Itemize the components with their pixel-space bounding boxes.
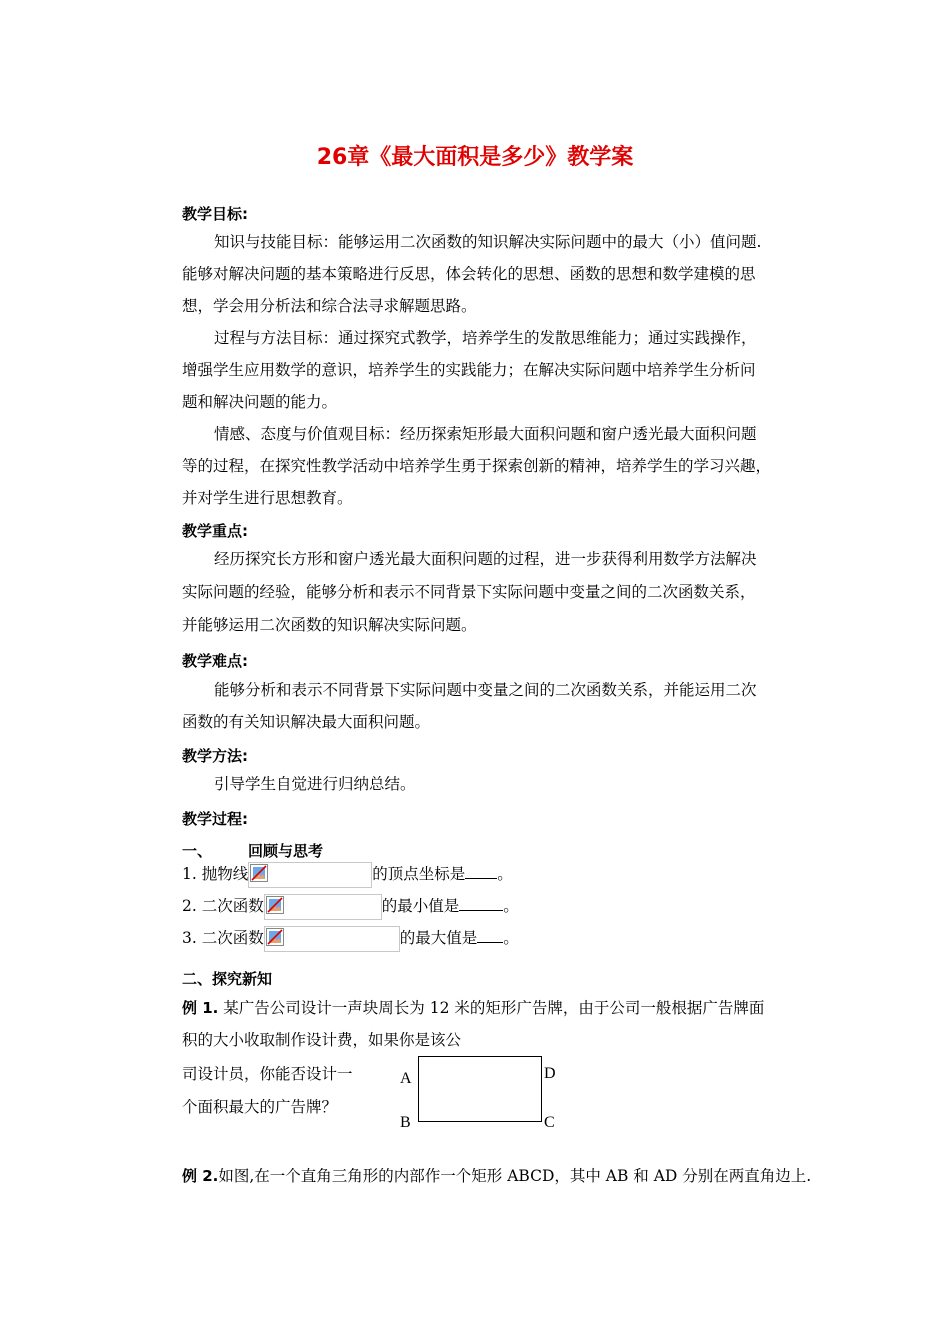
question-1-end: 。 xyxy=(497,865,513,883)
difficulties-line-2: 函数的有关知识解决最大面积问题。 xyxy=(182,713,431,731)
difficulties-heading: 教学难点: xyxy=(182,652,248,670)
question-3-prefix: 二次函数 xyxy=(201,929,264,947)
example-2 xyxy=(182,1160,811,1192)
difficulties-line-1: 能够分析和表示不同背景下实际问题中变量之间的二次函数关系，并能运用二次 xyxy=(214,681,757,699)
formula-image-placeholder xyxy=(264,926,400,952)
example-2-text: 如图,在一个直角三角形的内部作一个矩形 ABCD，其中 AB 和 AD 分别在两直角边上. xyxy=(218,1167,812,1185)
example-2-label: 例 2. xyxy=(182,1167,219,1185)
answer-blank xyxy=(465,864,497,879)
objectives-knowledge-line-2: 能够对解决问题的基本策略进行反思，体会转化的思想、函数的思想和数学建模的思 xyxy=(182,265,756,283)
example-1-text-1: 某广告公司设计一声块周长为 12 米的矩形广告牌，由于公司一般根据广告牌面 xyxy=(223,999,765,1017)
objectives-knowledge-line-1: 知识与技能目标：能够运用二次函数的知识解决实际问题中的最大（小）值问题. xyxy=(214,233,762,251)
process-heading: 教学过程: xyxy=(182,810,248,828)
example-1-line-2: 积的大小收取制作设计费，如果你是该公 xyxy=(182,1031,462,1049)
question-2-number: 2. xyxy=(182,897,197,915)
question-3 xyxy=(182,922,519,954)
question-1 xyxy=(182,858,513,890)
vertex-label-a: A xyxy=(400,1070,412,1087)
vertex-label-d: D xyxy=(544,1065,556,1082)
question-3-suffix: 的最大值是 xyxy=(399,929,478,947)
objectives-emotion-line-2: 等的过程，在探究性教学活动中培养学生勇于探索创新的精神，培养学生的学习兴趣， xyxy=(182,457,772,475)
broken-image-icon xyxy=(250,864,268,882)
question-1-suffix: 的顶点坐标是 xyxy=(372,865,466,883)
methods-line-1: 引导学生自觉进行归纳总结。 xyxy=(214,775,416,793)
question-2 xyxy=(182,890,519,922)
part1-number: 一、 xyxy=(182,842,213,860)
question-3-number: 3. xyxy=(182,929,197,947)
page-title: 26章《最大面积是多少》教学案 xyxy=(316,145,634,170)
objectives-knowledge-line-3: 想，学会用分析法和综合法寻求解题思路。 xyxy=(182,297,477,315)
methods-heading: 教学方法: xyxy=(182,747,248,765)
part1-label: 回顾与思考 xyxy=(248,842,324,860)
example-1-line-3: 司设计员，你能否设计一 xyxy=(182,1065,353,1083)
example-1-line-4: 个面积最大的广告牌？ xyxy=(182,1098,338,1116)
objectives-emotion-line-1: 情感、态度与价值观目标：经历探索矩形最大面积问题和窗户透光最大面积问题 xyxy=(214,425,757,443)
vertex-label-c: C xyxy=(544,1114,555,1131)
answer-blank xyxy=(477,928,503,943)
question-3-end: 。 xyxy=(503,929,519,947)
formula-image-placeholder xyxy=(248,862,372,888)
objectives-heading: 教学目标: xyxy=(182,205,248,223)
objectives-process-line-3: 题和解决问题的能力。 xyxy=(182,393,338,411)
broken-image-icon xyxy=(266,896,284,914)
key-points-heading: 教学重点: xyxy=(182,522,248,540)
objectives-process-line-1: 过程与方法目标：通过探究式教学，培养学生的发散思维能力；通过实践操作， xyxy=(214,329,757,347)
question-2-prefix: 二次函数 xyxy=(201,897,264,915)
question-1-number: 1. xyxy=(182,865,197,883)
question-2-end: 。 xyxy=(503,897,519,915)
question-1-prefix: 抛物线 xyxy=(201,865,249,883)
key-points-line-1: 经历探究长方形和窗户透光最大面积问题的过程，进一步获得利用数学方法解决 xyxy=(214,550,757,568)
part2-heading: 二、探究新知 xyxy=(182,970,273,988)
example-1-label: 例 1. xyxy=(182,999,219,1017)
vertex-label-b: B xyxy=(400,1114,411,1131)
objectives-process-line-2: 增强学生应用数学的意识，培养学生的实践能力；在解决实际问题中培养学生分析问 xyxy=(182,361,756,379)
broken-image-icon xyxy=(266,928,284,946)
key-points-line-3: 并能够运用二次函数的知识解决实际问题。 xyxy=(182,616,477,634)
formula-image-placeholder xyxy=(264,894,382,920)
question-2-suffix: 的最小值是 xyxy=(381,897,460,915)
key-points-line-2: 实际问题的经验，能够分析和表示不同背景下实际问题中变量之间的二次函数关系， xyxy=(182,583,756,601)
objectives-emotion-line-3: 并对学生进行思想教育。 xyxy=(182,489,353,507)
answer-blank xyxy=(459,896,503,911)
example-1-line-1 xyxy=(182,992,764,1024)
rectangle-figure xyxy=(418,1056,542,1122)
